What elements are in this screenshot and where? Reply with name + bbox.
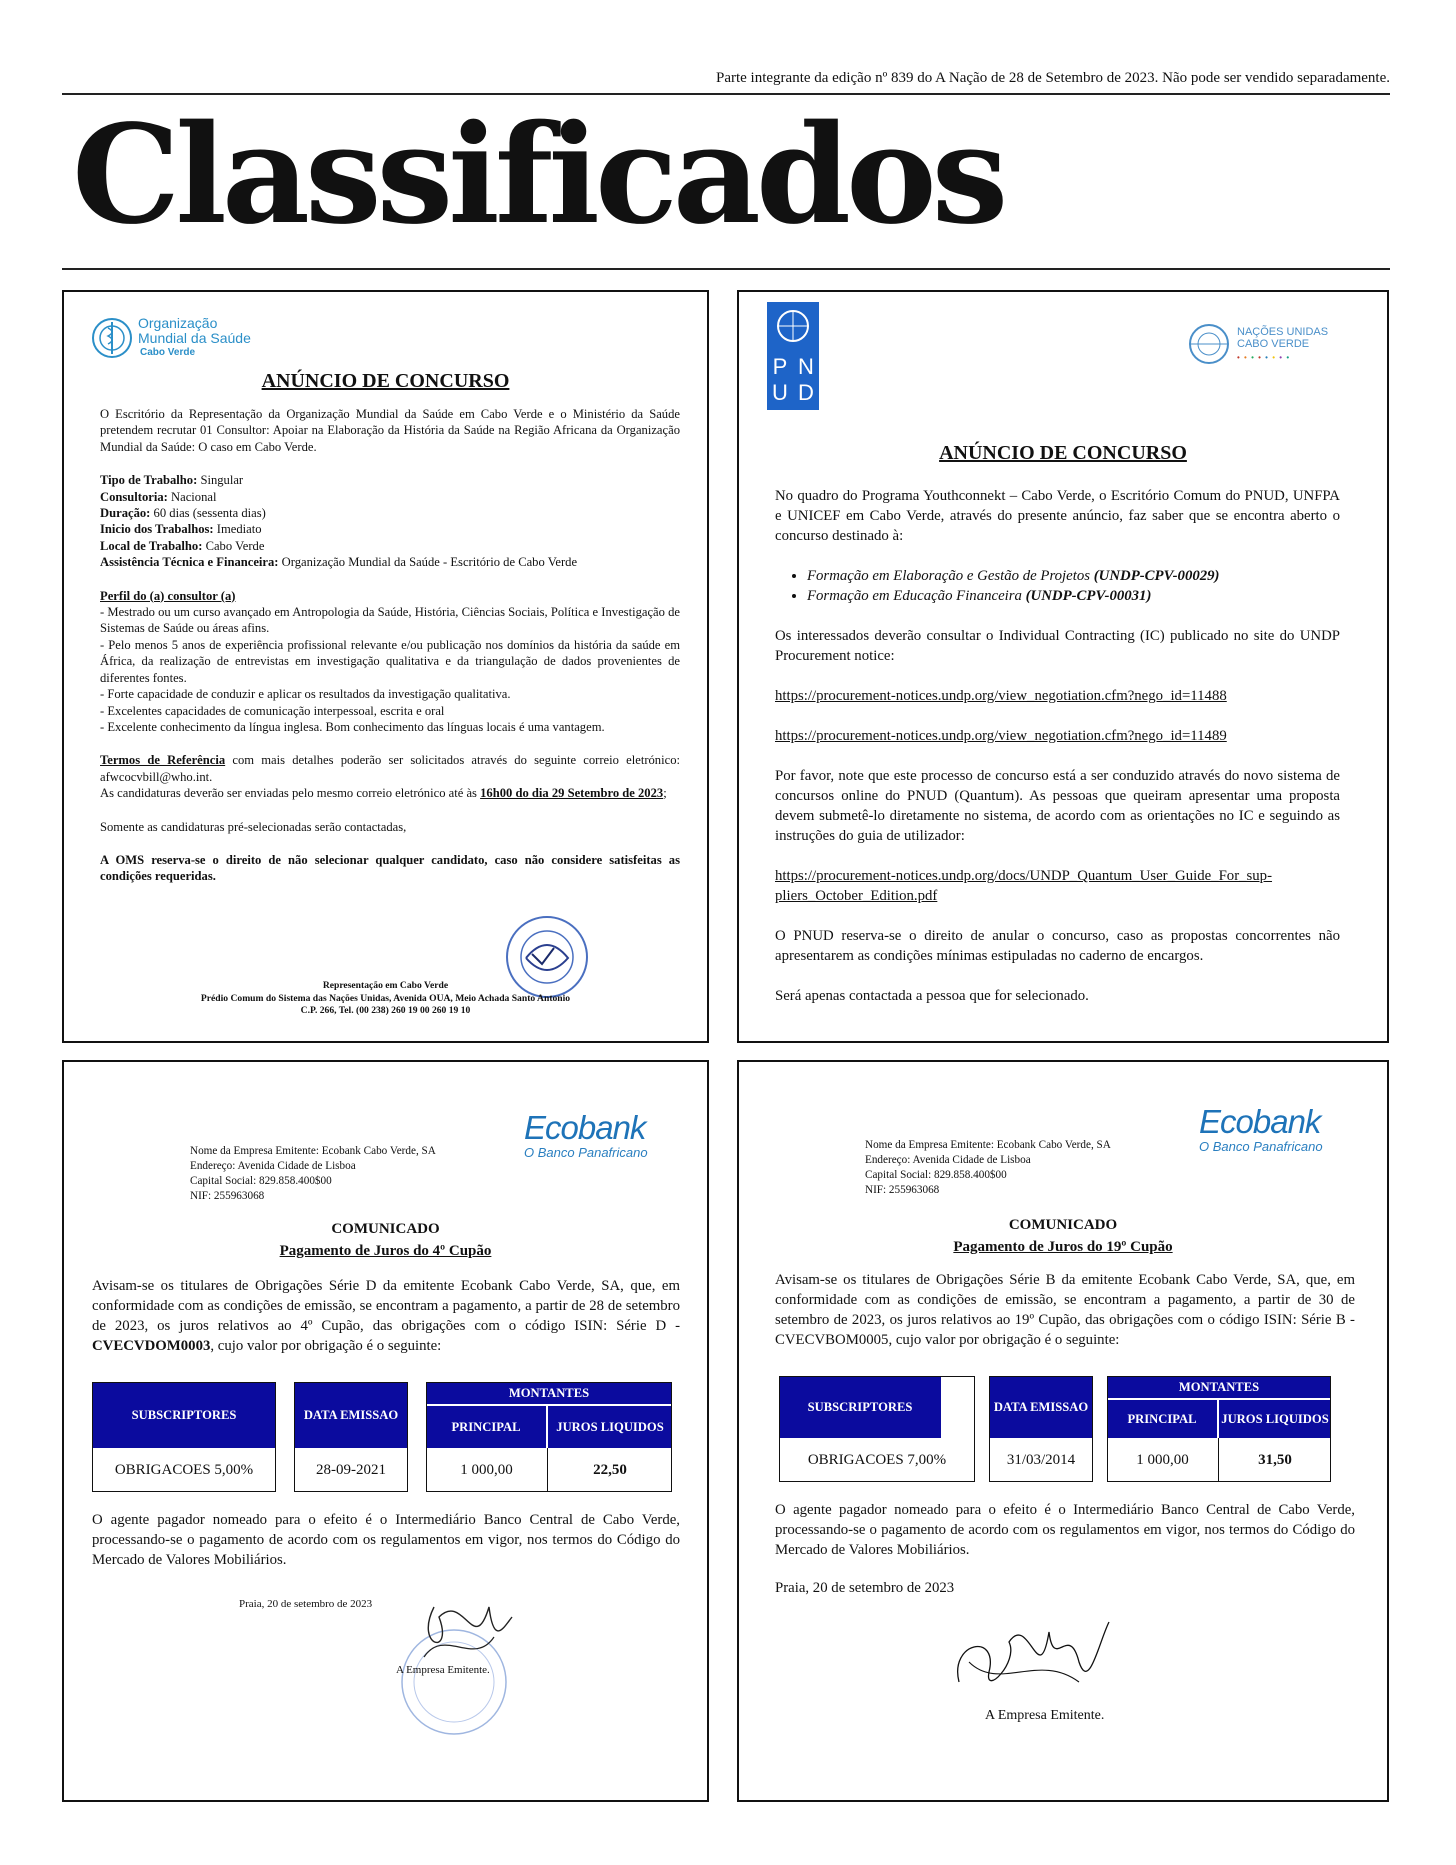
eco1-th-juros: JUROS LIQUIDOS <box>548 1406 672 1448</box>
eco1-th-subscritores: SUBSCRIPTORES <box>92 1382 276 1448</box>
masthead-rule <box>62 268 1390 270</box>
eco1-empresa: Nome da Empresa Emitente: Ecobank Cabo Verde, SA <box>190 1145 436 1157</box>
un-emblem-icon <box>773 306 813 346</box>
oms-field-2: Duração: 60 dias (sessenta dias) <box>100 506 266 521</box>
eco1-subtitle: Pagamento de Juros do 4º Cupão <box>279 1243 492 1259</box>
oms-perfil-3: - Excelentes capacidades de comunicação interpessoal, escrita e oral <box>100 703 445 718</box>
oms-field-3: Inicio dos Trabalhos: Imediato <box>100 522 262 537</box>
eco2-subtitle: Pagamento de Juros do 19º Cupão <box>953 1239 1173 1255</box>
eco2-th-data: DATA EMISSAO <box>989 1376 1093 1438</box>
eco2-capital: Capital Social: 829.858.400$00 <box>865 1169 1007 1181</box>
eco1-signature-stamp-icon <box>394 1587 534 1737</box>
un-logo-line1: NAÇÕES UNIDAS <box>1237 326 1329 338</box>
sdg-colour-dots: • • • • • • • • <box>1237 353 1291 362</box>
eco2-th-subscritores: SUBSCRIPTORES <box>779 1376 941 1438</box>
oms-field-5: Assistência Técnica e Financeira: Organização Mundial da Saúde - Escritório de Cabo Verde <box>100 555 578 570</box>
ecobank-logo <box>1199 1104 1323 1154</box>
eco1-emitente: A Empresa Emitente. <box>396 1664 490 1676</box>
oms-reserva: A OMS reserva-se o direito de não selecionar qualquer candidato, caso não considere satisfeitas as condições requeridas. <box>100 852 680 884</box>
who-logo-line3: Cabo Verde <box>140 347 196 358</box>
pnud-item-0: • Formação em Elaboração e Gestão de Projetos (UNDP-CPV-00029) <box>807 566 1340 586</box>
oms-somente: Somente as candidaturas pré-selecionadas serão contactadas, <box>100 819 407 834</box>
oms-perfil-title: Perfil do (a) consultor (a) <box>100 588 236 603</box>
pnud-letter-p: P <box>772 354 788 379</box>
eco2-th-principal: PRINCIPAL <box>1107 1400 1217 1438</box>
eco2-td-subscritores: OBRIGACOES 7,00% <box>807 1451 947 1468</box>
pnud-link-3[interactable]: https://procurement-notices.undp.org/docs/UNDP_Quantum_User_Guide_For_sup- pliers_October_Edition.pdf <box>775 868 1273 904</box>
oms-announcement <box>62 290 709 1043</box>
eco1-table <box>92 1382 672 1492</box>
oms-field-1: Consultoria: Nacional <box>100 489 217 504</box>
eco2-table <box>779 1376 1331 1482</box>
eco2-emitente: A Empresa Emitente. <box>985 1708 1105 1723</box>
eco1-capital: Capital Social: 829.858.400$00 <box>190 1175 332 1187</box>
eco2-td-principal: 1 000,00 <box>1107 1438 1219 1482</box>
eco1-th-montantes: MONTANTES <box>426 1382 672 1404</box>
eco1-agente: O agente pagador nomeado para o efeito é o Intermediário Banco Central de Cabo Verde, processando-se o pagamento de acordo com os regulamentos em vigor, nos termos do Código do Mercado de Valores Mobiliários. <box>92 1512 680 1568</box>
pnud-letter-n: N <box>798 354 814 379</box>
pnud-reserva: O PNUD reserva-se o direito de anular o concurso, caso as propostas concorrentes não apresentarem as condições mínimas estipuladas no caderno de encargos. <box>775 928 1340 964</box>
pnud-letter-d: D <box>798 380 814 405</box>
pnud-letter-u: U <box>772 380 788 405</box>
pnud-contacto: Será apenas contactada a pessoa que for selecionado. <box>775 988 1089 1004</box>
masthead-title: Classificados <box>72 95 1004 255</box>
oms-perfil-4: - Excelente conhecimento da língua inglesa. Bom conhecimento das línguas locais é uma vantagem. <box>100 719 605 734</box>
eco1-th-data: DATA EMISSAO <box>294 1382 408 1448</box>
oms-perfil-2: - Forte capacidade de conduzir e aplicar os resultados da investigação qualitativa. <box>100 687 511 702</box>
eco1-td-data: 28-09-2021 <box>316 1461 386 1478</box>
ecobank-notice-serie-b <box>737 1060 1389 1802</box>
pnud-announcement <box>737 290 1389 1043</box>
eco1-local-data: Praia, 20 de setembro de 2023 <box>239 1598 373 1610</box>
oms-tdr: Termos de Referência com mais detalhes poderão ser solicitados através do seguinte correio eletrónico: afwcocvbill@who.int. <box>100 753 680 784</box>
eco2-th-montantes: MONTANTES <box>1107 1376 1331 1398</box>
oms-perfil-1: - Pelo menos 5 anos de experiência profissional relevante e/ou publicação nos domínios da história da saúde em África, da realização de entrevistas em investigação qualitativa e da triangulação de dados provenientes de diferentes fontes. <box>100 637 680 685</box>
eco1-endereco: Endereço: Avenida Cidade de Lisboa <box>190 1160 356 1172</box>
eco2-comunicado: COMUNICADO <box>1008 1217 1118 1233</box>
oms-perfil-0: - Mestrado ou um curso avançado em Antropologia da Saúde, História, Ciências Sociais, Política e Investigação de Sistemas de Saúde ou áreas afins. <box>100 605 680 636</box>
oms-field-4: Local de Trabalho: Cabo Verde <box>100 538 265 553</box>
who-emblem-icon <box>90 316 134 360</box>
oms-footer-line1: Representação em Cabo Verde <box>322 980 449 991</box>
pnud-intro: No quadro do Programa Youthconnekt – Cabo Verde, o Escritório Comum do PNUD, UNFPA e UNICEF em Cabo Verde, através do presente anúncio, faz saber que se encontra aberto o concurso destinado à: <box>775 488 1340 544</box>
who-logo-line2: Mundial da Saúde <box>138 330 251 346</box>
pnud-logo <box>767 302 819 410</box>
eco2-td-data: 31/03/2014 <box>1006 1451 1076 1468</box>
eco2-nif: NIF: 255963068 <box>865 1184 940 1196</box>
pnud-title: ANÚNCIO DE CONCURSO <box>939 442 1187 464</box>
pnud-link-2[interactable]: https://procurement-notices.undp.org/view_negotiation.cfm?nego_id=11489 <box>775 728 1227 744</box>
un-cv-emblem-icon <box>1187 322 1231 366</box>
pnud-link-1[interactable]: https://procurement-notices.undp.org/view_negotiation.cfm?nego_id=11488 <box>775 688 1227 704</box>
pnud-item-1: • Formação em Educação Financeira (UNDP-CPV-00031) <box>807 586 1340 606</box>
oms-footer-line3: C.P. 266, Tel. (00 238) 260 19 00 260 19 10 <box>300 1005 471 1016</box>
eco1-th-principal: PRINCIPAL <box>426 1406 546 1448</box>
eco2-th-juros: JUROS LIQUIDOS <box>1219 1400 1331 1438</box>
edition-note: Parte integrante da edição nº 839 do A Nação de 28 de Setembro de 2023. Não pode ser vendido separadamente. <box>715 70 1390 86</box>
eco1-comunicado: COMUNICADO <box>331 1221 440 1237</box>
eco2-agente: O agente pagador nomeado para o efeito é o Intermediário Banco Central de Cabo Verde, processando-se o pagamento de acordo com os regulamentos em vigor, nos termos do Código do Mercado de Valores Mobiliários. <box>775 1502 1355 1558</box>
eco2-signature-icon <box>939 1602 1119 1722</box>
eco2-body: Avisam-se os titulares de Obrigações Série B da emitente Ecobank Cabo Verde, SA, que, em conformidade com as condições de emissão, se encontram a pagamento, a partir de 30 de setembro de 2023, os juros relativos ao 19º Cupão, das obrigações com o código ISIN: Série B - CVECVBOM0005, cujo valor por obrigação é o seguinte: <box>775 1272 1355 1348</box>
pnud-consult: Os interessados deverão consultar o Individual Contracting (IC) publicado no site do UNDP Procurement notice: <box>775 628 1340 664</box>
oms-footer-line2: Prédio Comum do Sistema das Nações Unidas, Avenida OUA, Meio Achada Santo Antonio <box>200 992 571 1004</box>
ecobank-tagline: O Banco Panafricano <box>524 1145 648 1160</box>
eco1-td-subscritores: OBRIGACOES 5,00% <box>114 1461 254 1478</box>
ecobank-tagline: O Banco Panafricano <box>1199 1139 1323 1154</box>
eco2-local-data: Praia, 20 de setembro de 2023 <box>775 1580 955 1596</box>
ecobank-logo-word: Ecobank <box>524 1109 646 1146</box>
oms-candidaturas: As candidaturas deverão ser enviadas pelo mesmo correio eletrónico até às 16h00 do dia 29 Setembro de 2023; <box>100 786 667 801</box>
eco1-nif: NIF: 255963068 <box>190 1190 265 1202</box>
ecobank-notice-serie-d <box>62 1060 709 1802</box>
pnud-quantum: Por favor, note que este processo de concurso está a ser conduzido através do novo sistema de concursos online do PNUD (Quantum). As pessoas que queiram apresentar uma proposta devem submetê-lo diretamente no sistema, de acordo com as orientações no IC e seguindo as instruções do guia de utilizador: <box>775 768 1340 844</box>
ecobank-logo-word: Ecobank <box>1199 1103 1321 1140</box>
eco1-td-juros: 22,50 <box>593 1461 627 1478</box>
ecobank-logo <box>524 1110 648 1160</box>
eco2-td-juros: 31,50 <box>1258 1451 1292 1468</box>
un-logo-line2: CABO VERDE <box>1237 338 1310 350</box>
eco2-endereco: Endereço: Avenida Cidade de Lisboa <box>865 1154 1031 1166</box>
oms-field-0: Tipo de Trabalho: Singular <box>100 473 244 488</box>
oms-intro: O Escritório da Representação da Organização Mundial da Saúde em Cabo Verde e o Ministério da Saúde pretendem recrutar 01 Consultor: Apoiar na Elaboração da História da Saúde na Região Africana da Organização Mundial da Saúde: O caso em Cabo Verde. <box>100 407 680 454</box>
eco2-empresa: Nome da Empresa Emitente: Ecobank Cabo Verde, SA <box>865 1139 1111 1151</box>
eco1-td-principal: 1 000,00 <box>426 1448 548 1492</box>
who-logo-line1: Organização <box>138 315 218 331</box>
oms-title: ANÚNCIO DE CONCURSO <box>261 370 510 392</box>
eco1-body: Avisam-se os titulares de Obrigações Série D da emitente Ecobank Cabo Verde, SA, que, em conformidade com as condições de emissão, se encontram a pagamento, a partir de 28 de setembro de 2023, os juros relativos ao 4º Cupão, das obrigações com o código ISIN: Série D - CVECVDOM0003, cujo valor por obrigação é o seguinte: <box>92 1278 680 1354</box>
